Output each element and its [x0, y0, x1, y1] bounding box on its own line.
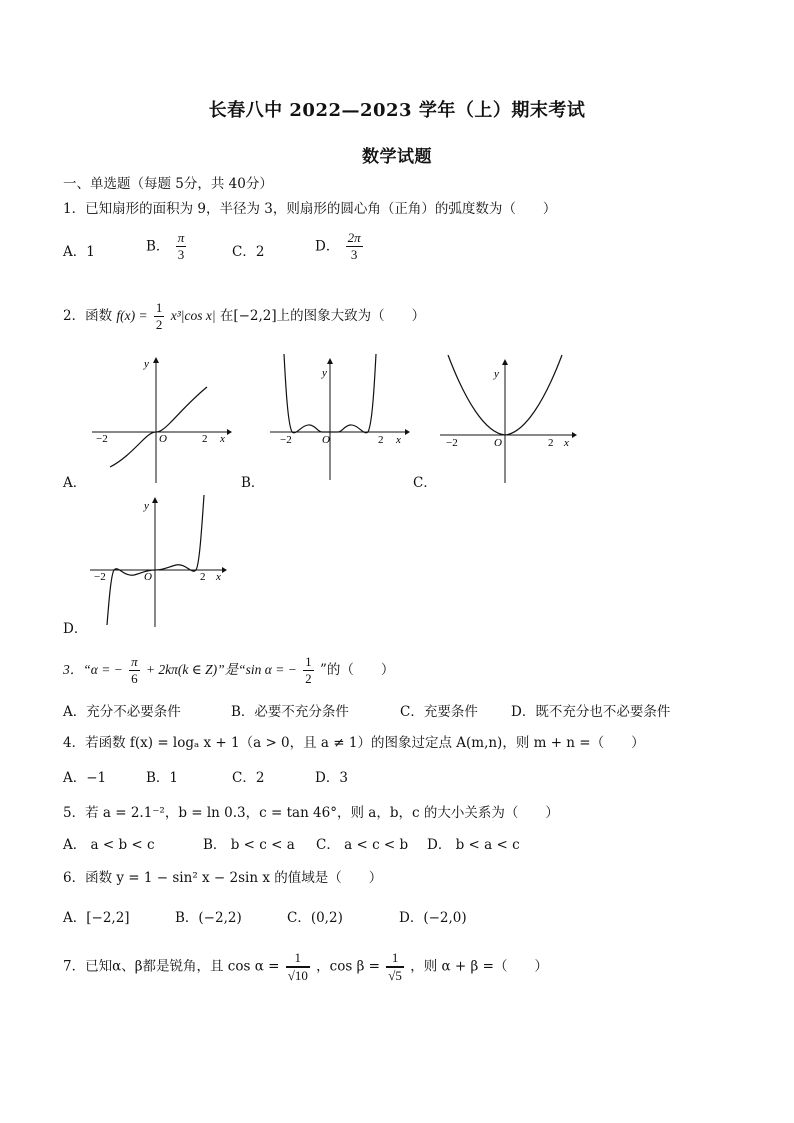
svg-text:y: y [322, 367, 327, 379]
q3-option-a: A．充分不必要条件 [63, 704, 181, 720]
svg-text:−2: −2 [96, 433, 108, 445]
q6-option-a: A．[−2,2] [63, 910, 130, 926]
q1-option-d: D． $\frac{2\pi}{3}$ [315, 230, 361, 262]
question-1-text: 1．已知扇形的面积为 9，半径为 3，则扇形的圆心角（正角）的弧度数为（ ） [63, 201, 557, 217]
q1-option-a: A．1 [63, 244, 95, 260]
q4-option-a: A．−1 [63, 770, 107, 786]
svg-text:O: O [494, 437, 502, 449]
svg-text:x: x [216, 571, 221, 583]
svg-text:O: O [322, 434, 330, 446]
q5-option-a: A． a < b < c [63, 837, 155, 853]
q5-option-d: D． b < a < c [427, 837, 520, 853]
question-4-text: 4．若函数 f(x) = logₐ x + 1（a > 0，且 a ≠ 1）的图象过定点 A(m,n)，则 m + n =（ ） [63, 735, 645, 751]
q5-option-b: B． b < c < a [203, 837, 295, 853]
svg-text:x: x [220, 433, 225, 445]
svg-text:x: x [564, 437, 569, 449]
q6-option-b: B．(−2,2) [175, 910, 242, 926]
svg-text:y: y [144, 500, 149, 512]
q6-option-d: D．(−2,0) [399, 910, 467, 926]
question-5-text: 5．若 a = 2.1⁻²，b = ln 0.3，c = tan 46°，则 a，b，c 的大小关系为（ ） [63, 805, 559, 821]
svg-text:x: x [396, 434, 401, 446]
q3-option-c: C．充要条件 [400, 704, 478, 720]
graph-a [92, 355, 232, 485]
question-3-text: 3．“α = − $\frac{\pi}{6}$ + 2kπ(k ∈ Z)”是“sin α = − $\frac{1}{2}$ ”的（ ） [63, 654, 395, 686]
svg-text:y: y [494, 368, 499, 380]
svg-text:2: 2 [200, 571, 206, 583]
graph-b [270, 352, 410, 482]
svg-text:−2: −2 [280, 434, 292, 446]
svg-text:−2: −2 [94, 571, 106, 583]
svg-text:−2: −2 [446, 437, 458, 449]
graph-c [440, 355, 580, 485]
graph-d [90, 495, 230, 630]
exam-subtitle: 数学试题 [362, 147, 432, 167]
graph-b-label: B． [241, 475, 265, 491]
svg-text:2: 2 [202, 433, 208, 445]
question-2-text: 2．函数 f(x) = $\frac{1}{2}$ x³|cos x| 在[−2,2]上的图象大致为（ ） [63, 300, 426, 332]
svg-text:2: 2 [378, 434, 384, 446]
q4-option-c: C．2 [232, 770, 265, 786]
q3-option-d: D．既不充分也不必要条件 [511, 704, 671, 720]
q6-option-c: C．(0,2) [287, 910, 343, 926]
svg-text:2: 2 [548, 437, 554, 449]
graph-c-label: C． [413, 475, 437, 491]
svg-text:y: y [144, 358, 149, 370]
section-heading: 一、单选题（每题 5分，共 40分） [63, 176, 273, 192]
q4-option-d: D．3 [315, 770, 348, 786]
q5-option-c: C． a < c < b [316, 837, 409, 853]
question-7-text: 7．已知α、β都是锐角，且 cos α = $\frac{1}{√10}$ ，cos β = $\frac{1}{√5}$ ，则 α + β =（ ） [63, 950, 548, 983]
graph-a-label: A． [63, 475, 87, 491]
q4-option-b: B．1 [146, 770, 179, 786]
q3-option-b: B．必要不充分条件 [231, 704, 349, 720]
svg-text:O: O [144, 571, 152, 583]
graph-d-label: D． [63, 621, 88, 637]
q1-option-b: B． $\frac{\pi}{3}$ [146, 230, 185, 262]
svg-text:O: O [159, 433, 167, 445]
q1-option-c: C．2 [232, 244, 265, 260]
question-6-text: 6．函数 y = 1 − sin² x − 2sin x 的值域是（ ） [63, 870, 383, 886]
exam-title: 长春八中 2022—2023 学年（上）期末考试 [208, 100, 586, 121]
